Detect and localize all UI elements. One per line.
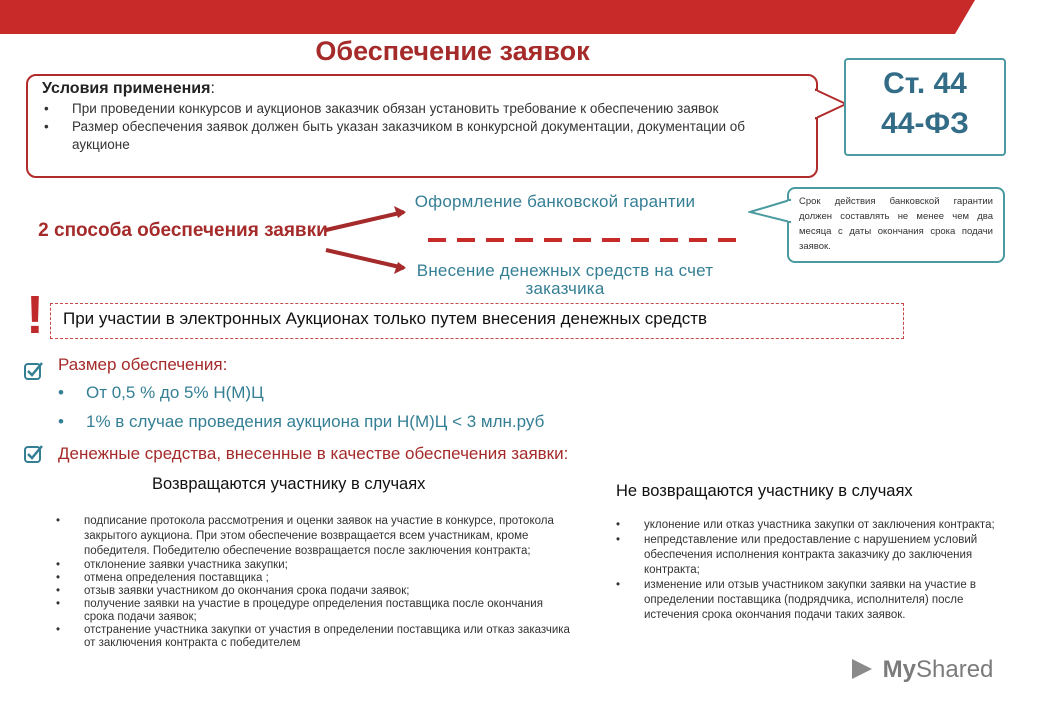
list-item: • отмена определения поставщика ; xyxy=(56,572,576,585)
conditions-title-text: Условия применения xyxy=(42,80,211,97)
exclamation-icon: ! xyxy=(26,285,44,345)
callout-pointer-shape xyxy=(750,200,790,222)
article-number: Ст. 44 xyxy=(883,67,967,100)
methods-title: 2 способа обеспечения заявки xyxy=(38,220,328,241)
list-item: • отзыв заявки участником до окончания срока подачи заявок; xyxy=(56,585,576,598)
callout-pointer-mask xyxy=(788,201,792,221)
conditions-pointer xyxy=(814,82,848,130)
returned-header: Возвращаются участнику в случаях xyxy=(152,475,426,493)
pointer-shape xyxy=(816,90,846,118)
size-title: Размер обеспечения: xyxy=(58,355,228,374)
list-item: • отклонение заявки участника закупки; xyxy=(56,559,576,572)
watermark-shared: Shared xyxy=(916,656,994,683)
article-reference-box xyxy=(844,58,1006,156)
play-icon xyxy=(848,657,876,681)
list-item: • уклонение или отказ участника закупки от заключения контракта; xyxy=(616,518,1016,533)
size-list xyxy=(58,378,544,436)
method-cash-deposit: Внесение денежных средств на счет заказчика xyxy=(416,262,714,298)
header-band-shape xyxy=(0,0,975,34)
method-bank-guarantee: Оформление банковской гарантии xyxy=(414,192,696,211)
list-item: • изменение или отзыв участником закупки заявки на участие в определении поставщика (подрядчика, исполнителя) после истечения срока окончания подачи таких заявок. xyxy=(616,578,1016,623)
conditions-box xyxy=(26,74,818,178)
conditions-title xyxy=(42,80,802,98)
list-item: • подписание протокола рассмотрения и оценки заявок на участие в конкурсе, протокола закрытого аукциона. При этом обеспечение возвращается всем участникам, кроме победителя. Победителю обеспечение возвращается после заключения контракта; xyxy=(56,514,576,559)
header-band xyxy=(0,0,1040,34)
watermark-my: My xyxy=(882,656,917,683)
list-item: • При проведении конкурсов и аукционов заказчик обязан установить требование к обеспечению заявок xyxy=(42,100,802,118)
list-item: • непредставление или предоставление с нарушением условий обеспечения исполнения контракта заказчику до заключения контракта; xyxy=(616,533,1016,578)
electronic-auction-note: При участии в электронных Аукционах только путем внесения денежных средств xyxy=(50,303,904,339)
conditions-title-colon: : xyxy=(210,80,215,97)
checkbox-icon xyxy=(24,361,44,381)
list-item: • получение заявки на участие в процедуре определения поставщика после окончания срока подачи заявок; xyxy=(56,598,576,624)
arrow-down-line xyxy=(326,250,404,268)
law-number: 44-ФЗ xyxy=(881,107,969,140)
methods-divider xyxy=(428,234,740,246)
pointer-mask xyxy=(814,91,817,117)
returned-list xyxy=(56,514,576,650)
money-title: Денежные средства, внесенные в качестве обеспечения заявки: xyxy=(58,444,569,463)
watermark-logo xyxy=(848,656,993,684)
callout-pointer xyxy=(748,196,792,230)
guarantee-callout: Срок действия банковской гарантии должен составлять не менее чем два месяца с даты окончания срока подачи заявок. xyxy=(787,187,1005,263)
checkbox-icon xyxy=(24,444,44,464)
list-item: • отстранение участника закупки от участия в определении поставщика или отказ заказчика от заключения контракта с победителем xyxy=(56,624,576,650)
list-item: • Размер обеспечения заявок должен быть указан заказчиком в конкурсной документации, документации об аукционе xyxy=(42,118,802,154)
conditions-list xyxy=(42,100,802,154)
arrow-up-line xyxy=(326,212,404,230)
page-title: Обеспечение заявок xyxy=(315,36,590,66)
list-item: • От 0,5 % до 5% Н(М)Ц xyxy=(58,378,544,407)
not-returned-list xyxy=(616,518,1016,623)
list-item: • 1% в случае проведения аукциона при Н(М)Ц < 3 млн.руб xyxy=(58,407,544,436)
not-returned-header: Не возвращаются участнику в случаях xyxy=(616,482,913,500)
